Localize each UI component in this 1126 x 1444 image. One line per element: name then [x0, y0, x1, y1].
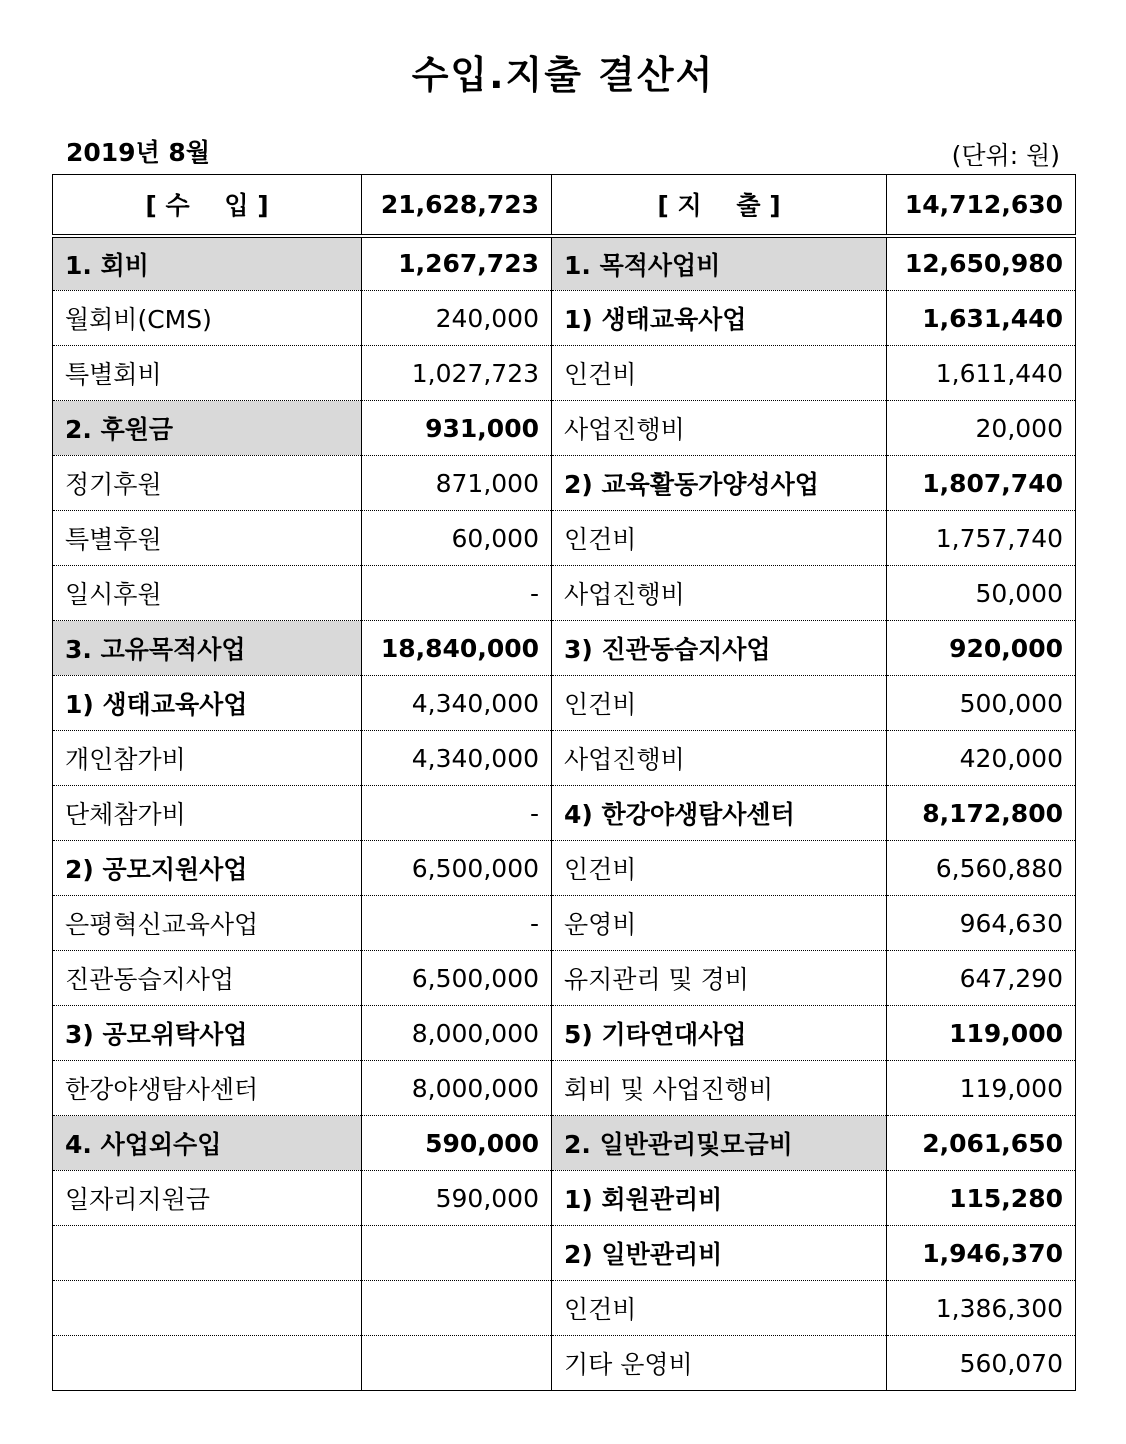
table-row: [53, 1281, 1076, 1336]
income-item-label: 개인참가비: [53, 731, 362, 786]
expense-amount: 119,000: [887, 1006, 1076, 1061]
expense-amount: 119,000: [887, 1061, 1076, 1116]
income-amount: 6,500,000: [362, 951, 552, 1006]
table-header-row: [53, 175, 1076, 236]
income-subsection-label: 3) 공모위탁사업: [53, 1006, 362, 1061]
table-row: [53, 731, 1076, 786]
expense-item-label: 인건비: [552, 1281, 887, 1336]
table-row: [53, 346, 1076, 401]
expense-amount: 1,386,300: [887, 1281, 1076, 1336]
expense-amount: 1,631,440: [887, 291, 1076, 346]
table-row: [53, 676, 1076, 731]
expense-amount: 6,560,880: [887, 841, 1076, 896]
income-item-label: 진관동습지사업: [53, 951, 362, 1006]
table-row: [53, 1006, 1076, 1061]
income-amount: 4,340,000: [362, 676, 552, 731]
expense-item-label: 인건비: [552, 676, 887, 731]
expense-item-label: 회비 및 사업진행비: [552, 1061, 887, 1116]
table-row: [53, 456, 1076, 511]
table-row: [53, 786, 1076, 841]
table-row: [53, 896, 1076, 951]
income-amount: 1,027,723: [362, 346, 552, 401]
expense-amount: 20,000: [887, 401, 1076, 456]
currency-unit: (단위: 원): [951, 141, 1060, 170]
expense-item-label: 사업진행비: [552, 566, 887, 621]
expense-item-label: 인건비: [552, 346, 887, 401]
income-item-label: 한강야생탐사센터: [53, 1061, 362, 1116]
expense-amount: 1,946,370: [887, 1226, 1076, 1281]
table-row: [53, 951, 1076, 1006]
table-row: [53, 401, 1076, 456]
expense-subsection-label: 4) 한강야생탐사센터: [552, 786, 887, 841]
income-header-label: [ 수 입 ]: [53, 175, 362, 236]
expense-amount: 8,172,800: [887, 786, 1076, 841]
income-amount: [362, 1281, 552, 1336]
income-section-label: 1. 회비: [53, 236, 362, 291]
expense-item-label: 유지관리 및 경비: [552, 951, 887, 1006]
expense-amount: 560,070: [887, 1336, 1076, 1391]
expense-subsection-label: 2) 일반관리비: [552, 1226, 887, 1281]
expense-item-label: 인건비: [552, 511, 887, 566]
expense-subsection-label: 5) 기타연대사업: [552, 1006, 887, 1061]
expense-header-label: [ 지 출 ]: [552, 175, 887, 236]
expense-section-label: 1. 목적사업비: [552, 236, 887, 291]
income-item-label: 단체참가비: [53, 786, 362, 841]
document-title: 수입.지출 결산서: [411, 53, 715, 97]
income-amount: -: [362, 786, 552, 841]
expense-amount: 964,630: [887, 896, 1076, 951]
expense-amount: 500,000: [887, 676, 1076, 731]
income-amount: 18,840,000: [362, 621, 552, 676]
expense-item-label: 운영비: [552, 896, 887, 951]
expense-item-label: 기타 운영비: [552, 1336, 887, 1391]
income-item-label: 일시후원: [53, 566, 362, 621]
table-row: [53, 236, 1076, 291]
income-amount: 6,500,000: [362, 841, 552, 896]
expense-amount: 647,290: [887, 951, 1076, 1006]
income-amount: 590,000: [362, 1171, 552, 1226]
table-row: [53, 566, 1076, 621]
table-row: [53, 841, 1076, 896]
income-amount: [362, 1336, 552, 1391]
income-item-label: 은평혁신교육사업: [53, 896, 362, 951]
expense-section-label: 2. 일반관리및모금비: [552, 1116, 887, 1171]
income-section-label: 4. 사업외수입: [53, 1116, 362, 1171]
expense-amount: 2,061,650: [887, 1116, 1076, 1171]
expense-amount: 920,000: [887, 621, 1076, 676]
expense-amount: 1,611,440: [887, 346, 1076, 401]
expense-amount: 50,000: [887, 566, 1076, 621]
income-amount: 871,000: [362, 456, 552, 511]
income-amount: 60,000: [362, 511, 552, 566]
income-amount: 931,000: [362, 401, 552, 456]
income-amount: -: [362, 896, 552, 951]
table-row: [53, 1116, 1076, 1171]
income-amount: -: [362, 566, 552, 621]
income-amount: 1,267,723: [362, 236, 552, 291]
table-row: [53, 621, 1076, 676]
income-item-label: 특별후원: [53, 511, 362, 566]
table-row: [53, 1061, 1076, 1116]
report-period: 2019년 8월: [66, 138, 210, 167]
expense-total: 14,712,630: [887, 175, 1076, 236]
income-item-label: [53, 1281, 362, 1336]
expense-subsection-label: 1) 생태교육사업: [552, 291, 887, 346]
expense-item-label: 사업진행비: [552, 731, 887, 786]
income-item-label: [53, 1226, 362, 1281]
income-subsection-label: 1) 생태교육사업: [53, 676, 362, 731]
expense-subsection-label: 3) 진관동습지사업: [552, 621, 887, 676]
expense-subsection-label: 2) 교육활동가양성사업: [552, 456, 887, 511]
expense-amount: 1,757,740: [887, 511, 1076, 566]
income-total: 21,628,723: [362, 175, 552, 236]
income-section-label: 3. 고유목적사업: [53, 621, 362, 676]
expense-subsection-label: 1) 회원관리비: [552, 1171, 887, 1226]
table-row: [53, 1226, 1076, 1281]
income-item-label: 특별회비: [53, 346, 362, 401]
expense-amount: 1,807,740: [887, 456, 1076, 511]
table-row: [53, 511, 1076, 566]
income-item-label: [53, 1336, 362, 1391]
income-amount: 240,000: [362, 291, 552, 346]
income-expense-table: [52, 174, 1076, 1391]
table-row: [53, 291, 1076, 346]
income-amount: 8,000,000: [362, 1006, 552, 1061]
income-item-label: 일자리지원금: [53, 1171, 362, 1226]
income-subsection-label: 2) 공모지원사업: [53, 841, 362, 896]
expense-amount: 12,650,980: [887, 236, 1076, 291]
expense-amount: 420,000: [887, 731, 1076, 786]
income-amount: [362, 1226, 552, 1281]
expense-item-label: 사업진행비: [552, 401, 887, 456]
income-amount: 590,000: [362, 1116, 552, 1171]
income-amount: 8,000,000: [362, 1061, 552, 1116]
income-item-label: 월회비(CMS): [53, 291, 362, 346]
expense-amount: 115,280: [887, 1171, 1076, 1226]
income-section-label: 2. 후원금: [53, 401, 362, 456]
table-row: [53, 1171, 1076, 1226]
table-row: [53, 1336, 1076, 1391]
expense-item-label: 인건비: [552, 841, 887, 896]
income-item-label: 정기후원: [53, 456, 362, 511]
income-amount: 4,340,000: [362, 731, 552, 786]
